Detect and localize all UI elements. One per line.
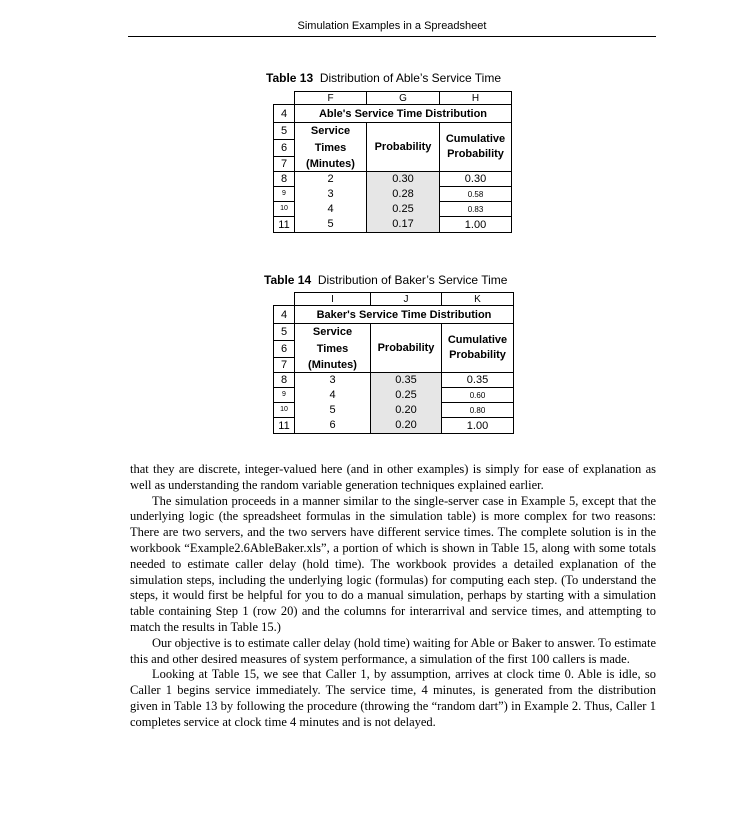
service-times-header: Times <box>295 140 367 157</box>
row-number: 7 <box>274 157 295 172</box>
row-number: 9 <box>274 388 295 403</box>
probability-header: Probability <box>371 324 442 373</box>
probability-cell: 0.20 <box>371 418 442 434</box>
probability-cell: 0.28 <box>367 187 440 202</box>
table-row <box>274 202 512 217</box>
table-row <box>274 217 512 233</box>
service-times-header: Service <box>295 123 367 140</box>
row-number: 11 <box>274 217 295 233</box>
table-row <box>274 187 512 202</box>
row-number: 4 <box>274 105 295 123</box>
row-number: 5 <box>274 324 295 341</box>
cumulative-probability-cell: 0.83 <box>440 202 512 217</box>
table13-caption-text: Distribution of Able’s Service Time <box>319 71 502 85</box>
table14-label: Table 14 <box>264 273 312 287</box>
row-number: 11 <box>274 418 295 434</box>
probability-cell: 0.25 <box>367 202 440 217</box>
cumulative-probability-cell: 1.00 <box>442 418 514 434</box>
paragraph: Our objective is to estimate caller delay (hold time) waiting for Able or Baker to answer. To estimate this and other desired measures of system performance, a simulation of the first 100 callers is made. <box>130 635 656 666</box>
service-times-header: Times <box>295 341 371 358</box>
running-header: Simulation Examples in a Spreadsheet <box>128 20 656 37</box>
table-title: Baker's Service Time Distribution <box>295 306 514 324</box>
column-header-j: J <box>371 293 442 306</box>
table-title: Able's Service Time Distribution <box>295 105 512 123</box>
baker-service-time-table <box>273 292 514 434</box>
table-row <box>274 418 514 434</box>
service-time-cell: 6 <box>295 418 371 434</box>
cumulative-probability-cell: 0.35 <box>442 373 514 388</box>
row-number: 8 <box>274 373 295 388</box>
probability-header: Probability <box>367 123 440 172</box>
row-number: 7 <box>274 358 295 373</box>
column-header-g: G <box>367 92 440 105</box>
table-row <box>274 388 514 403</box>
service-time-cell: 3 <box>295 187 367 202</box>
cumulative-probability-cell: 1.00 <box>440 217 512 233</box>
table-row <box>274 403 514 418</box>
cumulative-probability-cell: 0.60 <box>442 388 514 403</box>
body-text <box>130 462 656 731</box>
service-time-cell: 5 <box>295 403 371 418</box>
service-times-header: Service <box>295 324 371 341</box>
table14-caption <box>264 273 507 287</box>
probability-cell: 0.25 <box>371 388 442 403</box>
paragraph: The simulation proceeds in a manner similar to the single-server case in Example 5, except that the underlying logic (the spreadsheet formulas in the simulation table) is more complex for two reasons: There are two servers, and the two servers have different service times. The complete solution is in the workbook “Example2.6AbleBaker.xls”, a portion of which is shown in Table 15, along with some totals needed to estimate caller delay (hold time). The workbook provides a detailed explanation of the simulation steps, including the underlying logic (formulas) for computing each step. (To understand the steps, it would first be helpful for you to do a manual simulation, perhaps by starting with a simulation table containing Step 1 (row 20) and the columns for interarrival and service times, and attempting to match the results in Table 15.) <box>130 493 656 634</box>
paragraph: Looking at Table 15, we see that Caller 1, by assumption, arrives at clock time 0. Able is idle, so Caller 1 begins service immediately. The service time, 4 minutes, is generated from the distribution given in Table 13 by following the procedure (throwing the “random dart”) in Example 2. Thus, Caller 1 completes service at clock time 4 minutes and is not delayed. <box>130 667 656 729</box>
service-times-header: (Minutes) <box>295 157 367 172</box>
service-time-cell: 2 <box>295 172 367 187</box>
service-time-cell: 5 <box>295 217 367 233</box>
probability-cell: 0.17 <box>367 217 440 233</box>
row-number: 6 <box>274 140 295 157</box>
row-number: 5 <box>274 123 295 140</box>
probability-cell: 0.30 <box>367 172 440 187</box>
column-header-h: H <box>440 92 512 105</box>
row-number: 6 <box>274 341 295 358</box>
table-row <box>274 373 514 388</box>
column-header-k: K <box>442 293 514 306</box>
service-time-cell: 3 <box>295 373 371 388</box>
table13-label: Table 13 <box>266 71 314 85</box>
cumulative-probability-cell: 0.30 <box>440 172 512 187</box>
row-number: 8 <box>274 172 295 187</box>
cumulative-probability-cell: 0.80 <box>442 403 514 418</box>
table-row <box>274 172 512 187</box>
row-number: 9 <box>274 187 295 202</box>
cumulative-probability-header: Cumulative Probability <box>442 324 514 373</box>
service-times-header: (Minutes) <box>295 358 371 373</box>
service-time-cell: 4 <box>295 202 367 217</box>
table14-caption-text: Distribution of Baker’s Service Time <box>317 273 508 287</box>
row-number: 4 <box>274 306 295 324</box>
service-time-cell: 4 <box>295 388 371 403</box>
probability-cell: 0.20 <box>371 403 442 418</box>
row-number: 10 <box>274 202 295 217</box>
cumulative-probability-cell: 0.58 <box>440 187 512 202</box>
probability-cell: 0.35 <box>371 373 442 388</box>
column-header-f: F <box>295 92 367 105</box>
table13-caption <box>266 71 501 85</box>
paragraph: that they are discrete, integer-valued here (and in other examples) is simply for ease of explanation as well as understanding the random variable generation techniques explained earlier. <box>130 462 656 492</box>
cumulative-probability-header: Cumulative Probability <box>440 123 512 172</box>
able-service-time-table <box>273 91 512 233</box>
row-number: 10 <box>274 403 295 418</box>
column-header-i: I <box>295 293 371 306</box>
